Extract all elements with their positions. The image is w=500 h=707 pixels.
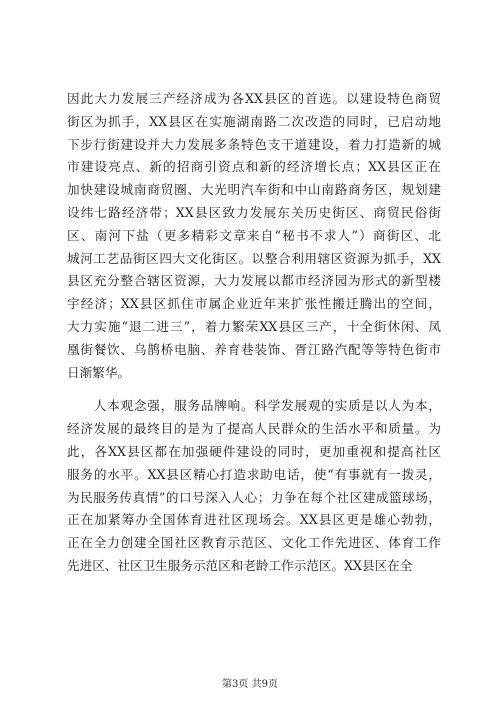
text-line: 加快建设城南商贸圈、大光明汽车街和中山南路商务区，规划建	[67, 182, 441, 198]
text-line: 先进区、社区卫生服务示范区和老龄工作示范区。XX县区在全	[67, 557, 413, 573]
paragraph-gap	[67, 384, 441, 395]
page-number-footer: 第3页 共9页	[222, 679, 278, 690]
paragraph-1	[67, 88, 441, 384]
text-line: 经济发展的最终目的是为了提高人民群众的生活水平和质量。为	[67, 421, 441, 437]
text-line: 日渐繁华。	[67, 364, 130, 380]
text-line: 服务的水平。XX县区精心打造求助电话，使“有事就有一拨灵，	[67, 466, 441, 482]
text-line: 正在加紧筹办全国体育进社区现场会。XX县区更是雄心勃勃，	[67, 512, 441, 528]
document-body	[67, 88, 441, 578]
text-line: 大力实施“退二进三”，着力繁荣XX县区三产，十全街休闲、凤	[67, 318, 441, 334]
text-line: 因此大力发展三产经济成为各XX县区的首选。以建设特色商贸	[67, 91, 441, 106]
text-line: 区、南河下盐（更多精彩文章来自“秘书不求人”）商街区、北	[67, 227, 441, 243]
text-line: 此，各XX县区都在加强硬件建设的同时，更加重视和提高社区	[67, 443, 441, 459]
text-line: 为民服务传真情”的口号深入人心；力争在每个社区建成篮球场，	[67, 489, 441, 505]
text-line: 正在全力创建全国社区教育示范区、文化工作先进区、体育工作	[67, 535, 441, 551]
text-line: 街区为抓手，XX县区在实施湖南路二次改造的同时，已启动地	[67, 113, 441, 129]
text-line: 宇经济；XX县区抓住市属企业近年来扩张性搬迁腾出的空间，	[67, 296, 441, 312]
text-line: 县区充分整合辖区资源，大力发展以都市经济园为形式的新型楼	[67, 273, 441, 289]
paragraph-2	[67, 395, 441, 577]
text-line: 人本观念强，服务品牌响。科学发展观的实质是以人为本，	[67, 398, 441, 414]
text-line: 市建设亮点、新的招商引资点和新的经济增长点；XX县区正在	[67, 159, 441, 175]
text-line: 设纬七路经济带；XX县区致力发展东关历史街区、商贸民俗街	[67, 204, 441, 220]
text-line: 城河工艺品街区四大文化街区。以整合利用辖区资源为抓手，XX	[67, 250, 441, 266]
text-line: 凰街餐饮、乌鹊桥电脑、养育巷装饰、胥江路汽配等等特色街市	[67, 341, 441, 357]
text-line: 下步行街建设并大力发展多条特色支干道建设，着力打造新的城	[67, 136, 441, 152]
